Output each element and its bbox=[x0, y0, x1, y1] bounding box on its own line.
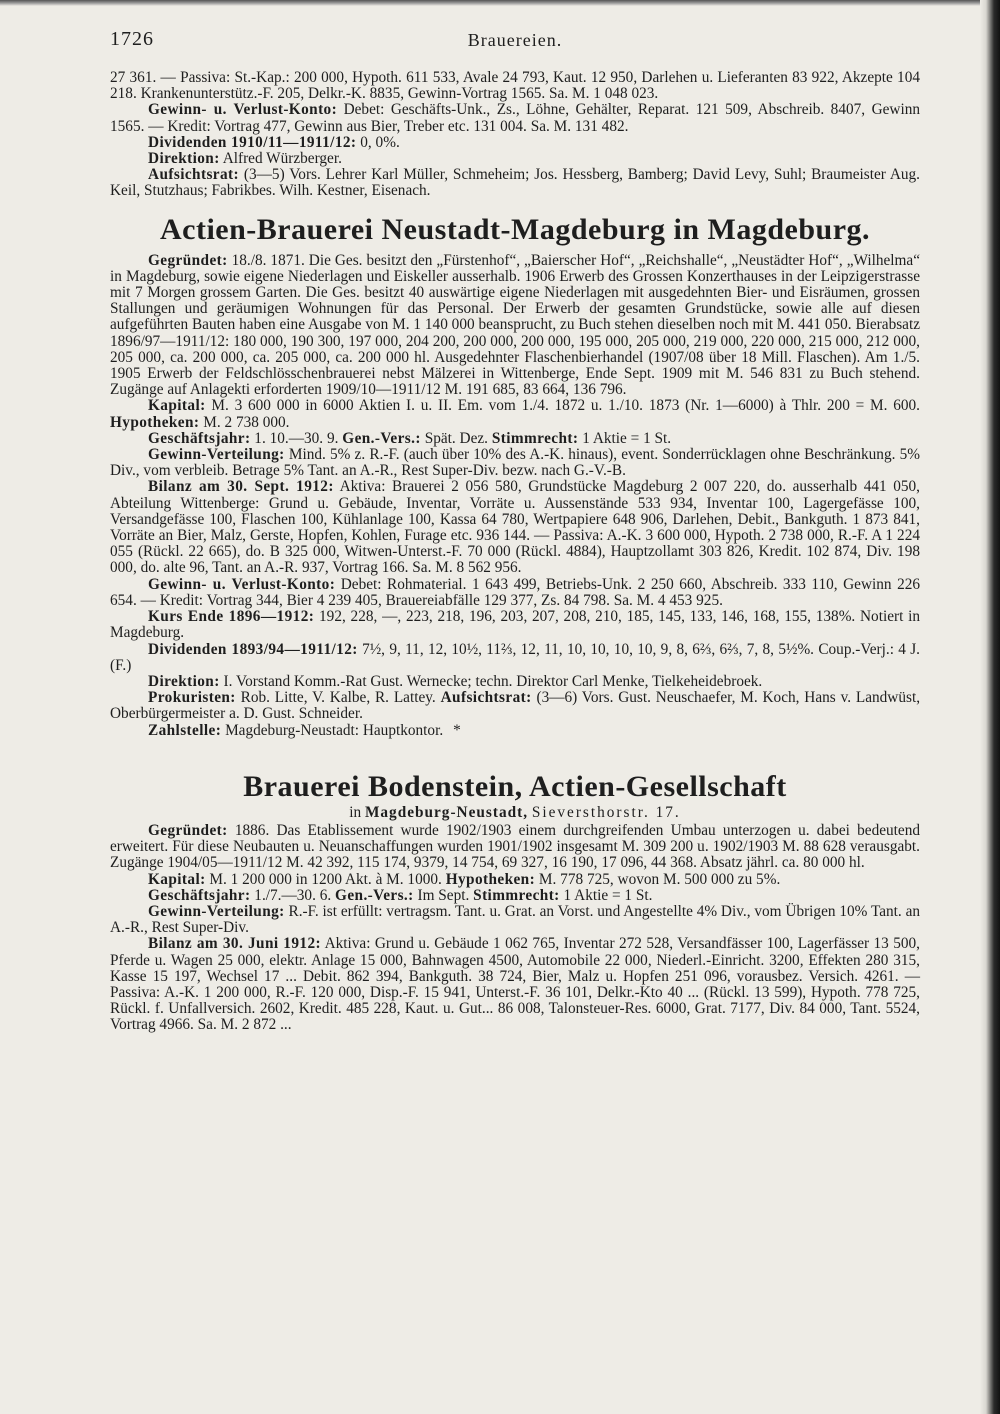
neustadt-paying-agent-paragraph: Zahlstelle: Magdeburg-Neustadt: Hauptkontor. * bbox=[148, 721, 461, 739]
neustadt-officers-paragraph: Prokuristen: Rob. Litte, V. Kalbe, R. Lattey. Aufsichtsrat: (3—6) Vors. Gust. Neuschaefer, M. Koch, Hans v. Landwüst, Oberbürgermeister a. D. Gust. Schneider. bbox=[110, 689, 921, 723]
bodenstein-capital-paragraph: Kapital: M. 1 200 000 in 1200 Akt. à M. 1000. Hypotheken: M. 778 725, wovon M. 500 000 zu 5%. bbox=[148, 870, 781, 888]
prev-board-paragraph: Aufsichtsrat: (3—5) Vors. Lehrer Karl Müller, Schmeheim; Jos. Hessberg, Bamberg; David Levy, Suhl; Braumeister Aug. Keil, Stutzhaus; Fabrikbes. Wilh. Kestner, Eisenach. bbox=[110, 166, 920, 200]
page-number: 1726 bbox=[110, 28, 154, 50]
neustadt-direction-paragraph: Direktion: I. Vorstand Komm.-Rat Gust. Wernecke; techn. Direktor Carl Menke, Tielkeheidebroek. bbox=[148, 672, 763, 690]
page-top-edge bbox=[0, 0, 1000, 6]
neustadt-balance-paragraph: Bilanz am 30. Sept. 1912: Aktiva: Brauerei 2 056 580, Grundstücke Magdeburg 2 007 220, do. ausserhalb 441 050, Abteilung Wittenberge: Grund u. Gebäude, Inventar, Vorräte u. Aussenstände 533 934, Inventar 100, Lagergefässe 100, Versandgefässe 100, Flaschen 100, Kühlanlage 100, Kassa 64 780, Wertpapiere 648 906, Darlehen, Debit., Bankguth. 1 873 841, Vorräte an Bier, Malz, Gerste, Hopfen, Kohlen, Furage etc. 936 144. — Passiva: A.-K. 3 600 000, Hypoth. 2 738 000, R.-F. A 1 224 055 (Rückl. 22 665), do. B 325 000, Witwen-Unterst.-F. 70 000 (Rückl. 4884), Hauptzollamt 303 826, Kredit. 102 874, Div. 198 000, do. alte 96, Tant. an A.-R. 937, Vortrag 166. Sa. M. 8 562 956. bbox=[110, 478, 921, 577]
prev-passiva-paragraph: 27 361. — Passiva: St.-Kap.: 200 000, Hypoth. 611 533, Avale 24 793, Kaut. 12 950, Darlehen u. Lieferanten 83 922, Akzepte 104 218. Krankenunterstütz.-F. 205, Delkr.-K. 8835, Gewinn-Vortrag 1565. Sa. M. 1 048 023. bbox=[110, 69, 920, 103]
neustadt-distribution-paragraph: Gewinn-Verteilung: Mind. 5% z. R.-F. (auch über 10% des A.-K. hinaus), event. Sonderrücklagen ohne Beschränkung. 5% Div., vom verbleib. Betrage 5% Tant. an A.-R., Rest Super-Div. bezw. nach G.-V.-B. bbox=[110, 446, 920, 480]
bodenstein-balance-paragraph: Bilanz am 30. Juni 1912: Aktiva: Grund u. Gebäude 1 062 765, Inventar 272 528, Versandfässer 100, Lagerfässer 13 500, Pferde u. Wagen 25 000, elektr. Anlage 15 000, Bahnwagen 4500, Automobile 22 000, Niederl.-Einricht. 3200, Effekten 280 315, Kasse 15 197, Wechsel 17 ... Debit. 862 394, Bankguth. 38 724, Bier, Malz u. Hopfen 251 096, vorausbez. Versich. 4261. — Passiva: A.-K. 1 200 000, R.-F. 120 000, Disp.-F. 15 941, Unterst.-F. 36 101, Delkr.-Kto 40 ... (Rückl. 13 599), Hypoth. 778 725, Rückl. f. Unfallversich. 2602, Kredit. 485 228, Kaut. u. Gut... 86 008, Talonsteuer-Res. 6000, Grat. 7177, Div. 84 000, Tant. 5524, Vortrag 4966. Sa. M. 2 872 ... bbox=[110, 935, 920, 1034]
bodenstein-address: in Magdeburg-Neustadt, Sieversthorstr. 17. bbox=[349, 803, 681, 821]
company-title-neustadt: Actien-Brauerei Neustadt-Magdeburg in Magdeburg. bbox=[159, 212, 871, 246]
prev-dividend-paragraph: Dividenden 1910/11—1911/12: 0, 0%. bbox=[148, 133, 400, 151]
page-header bbox=[110, 28, 920, 58]
bodenstein-distribution-paragraph: Gewinn-Verteilung: R.-F. ist erfüllt: vertragsm. Tant. u. Grat. an Vorst. und Angestellte 4% Div., vom Übrigen 10% Tant. an A.-R., Rest Super-Div. bbox=[110, 902, 921, 937]
asterisk-mark: * bbox=[453, 721, 461, 739]
bodenstein-founded-paragraph: Gegründet: 1886. Das Etablissement wurde 1902/1903 einem durchgreifenden Umbau unterzogen u. dabei bedeutend erweitert. Für diese Neubauten u. Neuanschaffungen wurden 1901/1902 insgesamt M. 309 200 u. 1902/1903 M. 88 628 verausgabt. Zugänge 1904/05—1911/12 M. 42 392, 115 174, 9379, 14 754, 69 327, 16 190, 17 096, 44 368. Absatz jährl. ca. 80 000 hl. bbox=[110, 821, 920, 872]
text-column bbox=[110, 70, 920, 1034]
running-head: Brauereien. bbox=[467, 30, 563, 50]
prev-gv-paragraph: Gewinn- u. Verlust-Konto: Debet: Geschäfts-Unk., Zs., Löhne, Gehälter, Reparat. 121 509, Abschreib. 8407, Gewinn 1565. — Kredit: Vortrag 477, Gewinn aus Bier, Treber etc. 131 004. Sa. M. 131 482. bbox=[110, 101, 921, 135]
neustadt-pl-paragraph: Gewinn- u. Verlust-Konto: Debet: Rohmaterial. 1 643 499, Betriebs-Unk. 2 250 660, Abschreib. 333 110, Gewinn 226 654. — Kredit: Vortrag 344, Bier 4 239 405, Brauereiabfälle 129 377, Zs. 84 798. Sa. M. 4 453 925. bbox=[110, 575, 921, 609]
neustadt-capital-paragraph: Kapital: M. 3 600 000 in 6000 Aktien I. u. II. Em. vom 1./4. 1872 u. 1./10. 1873 (Nr. 1—6000) à Thlr. 200 = M. 600. Hypotheken: M. 2 738 000. bbox=[110, 397, 920, 431]
bodenstein-fiscal-paragraph: Geschäftsjahr: 1./7.—30. 6. Gen.-Vers.: Im Sept. Stimmrecht: 1 Aktie = 1 St. bbox=[148, 886, 653, 904]
company-title-bodenstein: Brauerei Bodenstein, Actien-Gesellschaft bbox=[243, 769, 787, 803]
page-right-edge bbox=[980, 0, 1000, 1414]
neustadt-founded-paragraph: Gegründet: 18./8. 1871. Die Ges. besitzt den „Fürstenhof“, „Baierscher Hof“, „Reichshalle“, „Neustädter Hof“, „Wilhelma“ in Magdeburg, sowie eigene Niederlagen und Eiskeller ausserhalb. 1906 Erwerb des Grossen Konzerthauses in der Leipzigerstrasse mit 7 Morgen grossem Garten. Die Ges. besitzt 40 auswärtige eigene Niederlagen mit ausgedehnten Bier- und Eisräumen, grossen Stallungen und geräumigen Wohnungen für das Personal. Der Erwerb der gesamten Grundstücke, sowie alle auf diesen aufgeführten Bauten haben eine Ausgabe von M. 1 140 000 beansprucht, zu Buch stehen dieselben noch mit M. 441 050. Bierabsatz 1896/97—1911/12: 180 000, 190 300, 197 000, 204 200, 200 000, 200 000, 195 000, 205 000, 219 000, 220 000, 215 000, 212 000, 205 000, ca. 200 000, ca. 205 000, ca. 200 000 hl. Ausgedehnter Flaschenbierhandel (1907/08 über 18 Mill. Flaschen). Am 1./5. 1905 Erwerb der Feldschlösschenbrauerei nebst Mälzerei in Wittenberge, Ende Sept. 1909 mit M. 546 831 zu Buch stehend. Zugänge auf Anlagekti erforderten 1909/10—1911/12 M. 191 685, 83 664, 136 796. bbox=[110, 251, 920, 399]
neustadt-fiscal-paragraph: Geschäftsjahr: 1. 10.—30. 9. Gen.-Vers.: Spät. Dez. Stimmrecht: 1 Aktie = 1 St. bbox=[148, 429, 672, 447]
neustadt-dividend-paragraph: Dividenden 1893/94—1911/12: 7½, 9, 11, 12, 10½, 11⅔, 12, 11, 10, 10, 10, 10, 9, 8, 6⅔, 6⅔, 7, 8, 5½%. Coup.-Verj.: 4 J. (F.) bbox=[110, 640, 920, 674]
prev-direction-paragraph: Direktion: Alfred Würzberger. bbox=[148, 150, 342, 168]
neustadt-price-paragraph: Kurs Ende 1896—1912: 192, 228, —, 223, 218, 196, 203, 207, 208, 210, 185, 145, 133, 146, 168, 155, 138%. Notiert in Magdeburg. bbox=[110, 608, 920, 642]
